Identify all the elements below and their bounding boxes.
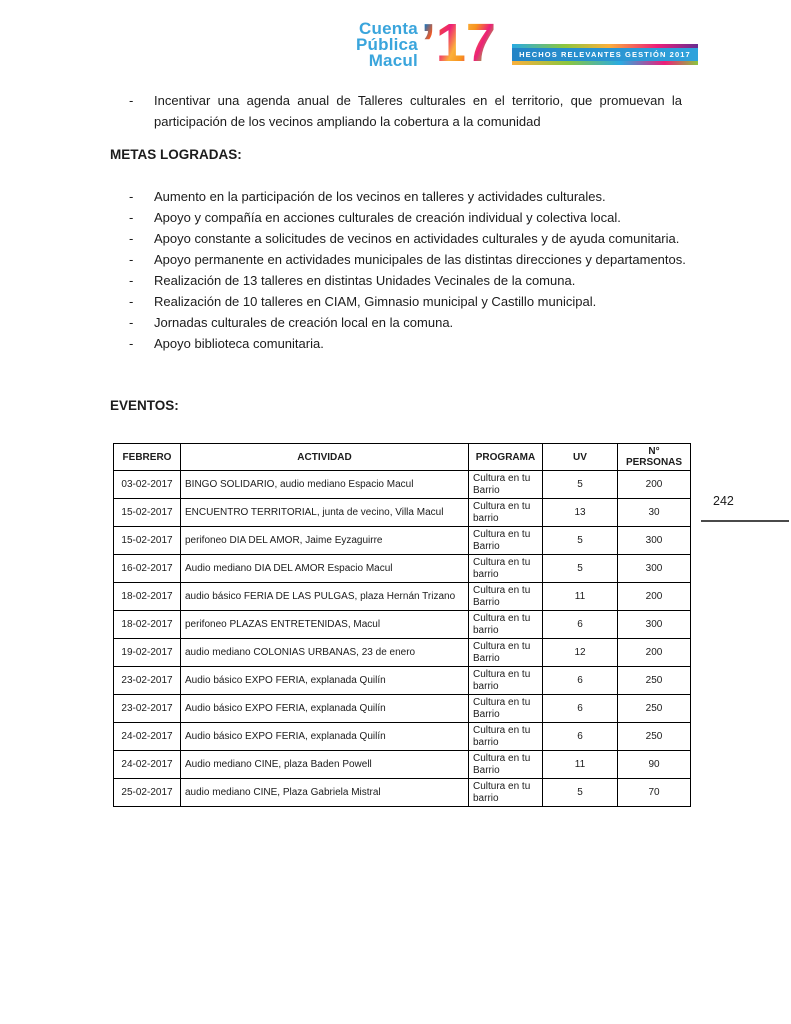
bullet-dash: - <box>129 231 134 246</box>
uv-cell: 13 <box>543 499 618 527</box>
uv-cell: 5 <box>543 555 618 583</box>
date-cell: 24-02-2017 <box>114 723 181 751</box>
metas-item-text: Apoyo constante a solicitudes de vecinos en actividades culturales y de ayuda comunitaria. <box>154 231 680 246</box>
column-header: PROGRAMA <box>469 444 543 471</box>
bullet-dash: - <box>129 294 134 309</box>
persons-cell: 200 <box>618 583 691 611</box>
table-row <box>114 499 691 527</box>
persons-cell: 200 <box>618 639 691 667</box>
activity-cell: Audio básico EXPO FERIA, explanada Quilín <box>181 695 469 723</box>
program-cell: Cultura en tu Barrio <box>469 751 543 779</box>
activity-cell: Audio mediano DIA DEL AMOR Espacio Macul <box>181 555 469 583</box>
date-cell: 25-02-2017 <box>114 779 181 807</box>
table-row <box>114 639 691 667</box>
metas-list <box>110 186 690 354</box>
program-cell: Cultura en tu barrio <box>469 555 543 583</box>
program-cell: Cultura en tu Barrio <box>469 639 543 667</box>
events-table-body <box>114 471 691 807</box>
uv-cell: 6 <box>543 695 618 723</box>
program-cell: Cultura en tu barrio <box>469 779 543 807</box>
metas-item <box>110 186 690 207</box>
persons-cell: 300 <box>618 611 691 639</box>
activity-cell: perifoneo DIA DEL AMOR, Jaime Eyzaguirre <box>181 527 469 555</box>
column-header: UV <box>543 444 618 471</box>
uv-cell: 5 <box>543 527 618 555</box>
persons-cell: 300 <box>618 555 691 583</box>
program-cell: Cultura en tu Barrio <box>469 695 543 723</box>
metas-item <box>110 249 690 270</box>
uv-cell: 6 <box>543 611 618 639</box>
table-row <box>114 471 691 499</box>
activity-cell: ENCUENTRO TERRITORIAL, junta de vecino, Villa Macul <box>181 499 469 527</box>
logo <box>356 13 698 73</box>
program-cell: Cultura en tu barrio <box>469 723 543 751</box>
program-cell: Cultura en tu Barrio <box>469 471 543 499</box>
uv-cell: 6 <box>543 667 618 695</box>
date-cell: 18-02-2017 <box>114 583 181 611</box>
page-number: 242 <box>701 492 789 522</box>
uv-cell: 11 <box>543 583 618 611</box>
table-row <box>114 527 691 555</box>
column-header: N° PERSONAS <box>618 444 691 471</box>
logo-line-2: Pública <box>356 35 418 54</box>
banner-stripe-bottom <box>512 61 698 65</box>
bullet-dash: - <box>129 189 134 204</box>
metas-item <box>110 312 690 333</box>
persons-cell: 30 <box>618 499 691 527</box>
program-cell: Cultura en tu barrio <box>469 499 543 527</box>
table-row <box>114 667 691 695</box>
program-cell: Cultura en tu Barrio <box>469 583 543 611</box>
logo-line-3: Macul <box>368 51 418 70</box>
metas-item <box>110 270 690 291</box>
program-cell: Cultura en tu Barrio <box>469 527 543 555</box>
bullet-dash: - <box>129 93 134 108</box>
date-cell: 23-02-2017 <box>114 667 181 695</box>
banner-text: HECHOS RELEVANTES GESTIÓN 2017 <box>512 48 698 61</box>
table-row <box>114 751 691 779</box>
metas-item-text: Aumento en la participación de los vecinos en talleres y actividades culturales. <box>154 189 606 204</box>
metas-item-text: Realización de 10 talleres en CIAM, Gimnasio municipal y Castillo municipal. <box>154 294 597 309</box>
activity-cell: Audio mediano CINE, plaza Baden Powell <box>181 751 469 779</box>
metas-item-text: Jornadas culturales de creación local en la comuna. <box>154 315 454 330</box>
activity-cell: Audio básico EXPO FERIA, explanada Quilín <box>181 667 469 695</box>
persons-cell: 300 <box>618 527 691 555</box>
bullet-dash: - <box>129 336 134 351</box>
activity-cell: perifoneo PLAZAS ENTRETENIDAS, Macul <box>181 611 469 639</box>
program-cell: Cultura en tu barrio <box>469 667 543 695</box>
metas-item-text: Apoyo biblioteca comunitaria. <box>154 336 324 351</box>
uv-cell: 12 <box>543 639 618 667</box>
date-cell: 24-02-2017 <box>114 751 181 779</box>
date-cell: 15-02-2017 <box>114 499 181 527</box>
bullet-dash: - <box>129 273 134 288</box>
uv-cell: 6 <box>543 723 618 751</box>
activity-cell: audio mediano CINE, Plaza Gabriela Mistral <box>181 779 469 807</box>
persons-cell: 250 <box>618 695 691 723</box>
column-header: FEBRERO <box>114 444 181 471</box>
persons-cell: 250 <box>618 667 691 695</box>
logo-wordmark <box>356 21 418 69</box>
uv-cell: 11 <box>543 751 618 779</box>
logo-line-1: Cuenta <box>359 19 418 38</box>
table-row <box>114 611 691 639</box>
metas-item <box>110 291 690 312</box>
date-cell: 03-02-2017 <box>114 471 181 499</box>
bullet-dash: - <box>129 210 134 225</box>
metas-item <box>110 228 690 249</box>
table-row <box>114 555 691 583</box>
bullet-dash: - <box>129 252 134 267</box>
persons-cell: 200 <box>618 471 691 499</box>
logo-banner <box>512 44 698 65</box>
table-row <box>114 583 691 611</box>
metas-item-text: Apoyo permanente en actividades municipales de las distintas direcciones y departamentos. <box>154 252 686 267</box>
events-table-header-row <box>114 444 691 471</box>
date-cell: 23-02-2017 <box>114 695 181 723</box>
date-cell: 19-02-2017 <box>114 639 181 667</box>
table-row <box>114 695 691 723</box>
date-cell: 18-02-2017 <box>114 611 181 639</box>
intro-bullet-text: Incentivar una agenda anual de Talleres culturales en el territorio, que promuevan la participación de los vecinos ampliando la cobertura a la comunidad <box>154 93 682 129</box>
date-cell: 15-02-2017 <box>114 527 181 555</box>
date-cell: 16-02-2017 <box>114 555 181 583</box>
eventos-heading: EVENTOS: <box>110 398 179 413</box>
program-cell: Cultura en tu barrio <box>469 611 543 639</box>
uv-cell: 5 <box>543 471 618 499</box>
metas-item <box>110 333 690 354</box>
intro-section <box>110 90 682 132</box>
bullet-dash: - <box>129 315 134 330</box>
activity-cell: BINGO SOLIDARIO, audio mediano Espacio Macul <box>181 471 469 499</box>
activity-cell: audio básico FERIA DE LAS PULGAS, plaza Hernán Trizano <box>181 583 469 611</box>
metas-heading: METAS LOGRADAS: <box>110 147 242 162</box>
activity-cell: Audio básico EXPO FERIA, explanada Quilín <box>181 723 469 751</box>
metas-item-text: Apoyo y compañía en acciones culturales de creación individual y colectiva local. <box>154 210 621 225</box>
events-table <box>113 443 691 807</box>
logo-year-17: ’17 <box>420 13 496 73</box>
persons-cell: 70 <box>618 779 691 807</box>
intro-bullet <box>110 90 682 132</box>
activity-cell: audio mediano COLONIAS URBANAS, 23 de enero <box>181 639 469 667</box>
column-header: ACTIVIDAD <box>181 444 469 471</box>
table-row <box>114 779 691 807</box>
metas-item-text: Realización de 13 talleres en distintas Unidades Vecinales de la comuna. <box>154 273 576 288</box>
table-row <box>114 723 691 751</box>
persons-cell: 90 <box>618 751 691 779</box>
persons-cell: 250 <box>618 723 691 751</box>
metas-item <box>110 207 690 228</box>
uv-cell: 5 <box>543 779 618 807</box>
